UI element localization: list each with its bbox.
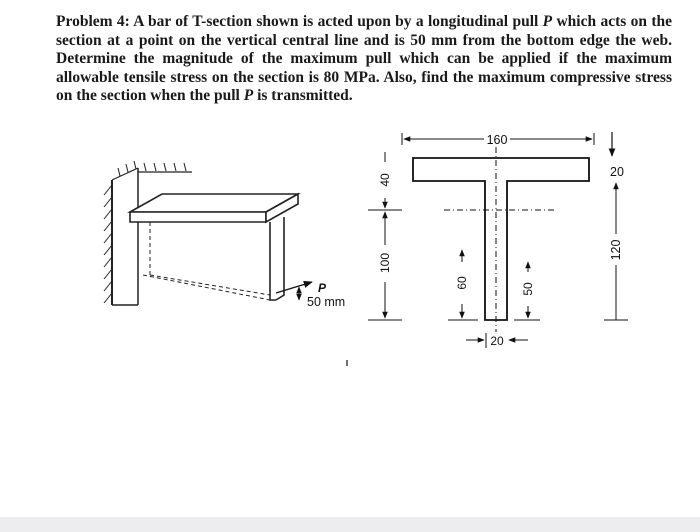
force-arrow [276,282,312,293]
total-depth-label: 120 [609,239,623,261]
wall-hatching [104,185,112,303]
problem-text-2: which acts on the section at a point on the vertical central line and is 50 mm from the bottom edge the web. Determine the magnitude of the maximum pull which can be applied if the maximum allowable tensile stress on the section is 80 MPa. Also, find the maximum compressive stress on the section when the pull [56,13,672,105]
variable-p: P [542,13,553,30]
problem-number: Problem 4: [56,13,130,30]
lower-left-label: 60 [455,276,469,290]
flange-depth-label: 20 [610,165,624,179]
footer-strip [0,517,700,532]
hidden-web-bottom [150,275,270,295]
t-section-outline [413,158,589,320]
distance-label: 50 mm [307,295,346,309]
web-thickness-label: 20 [490,334,504,348]
web-end-face [276,217,284,300]
wall-top-hatching [118,161,186,176]
web-height-label: 100 [378,252,392,274]
lower-right-label: 50 [521,282,535,296]
t-section-shape [413,158,589,320]
problem-text-3: is transmitted. [253,87,353,105]
bar-3d-drawing [104,161,298,305]
force-label: P [318,281,327,295]
variable-p: P [243,87,254,105]
problem-text-1: A bar of T-section shown is acted upon by a longitudinal pull [129,13,543,30]
flange-width-label: 160 [486,133,508,147]
flange-front-face [130,212,266,222]
top-part-label: 40 [378,173,392,187]
web-front-edge [270,222,276,300]
